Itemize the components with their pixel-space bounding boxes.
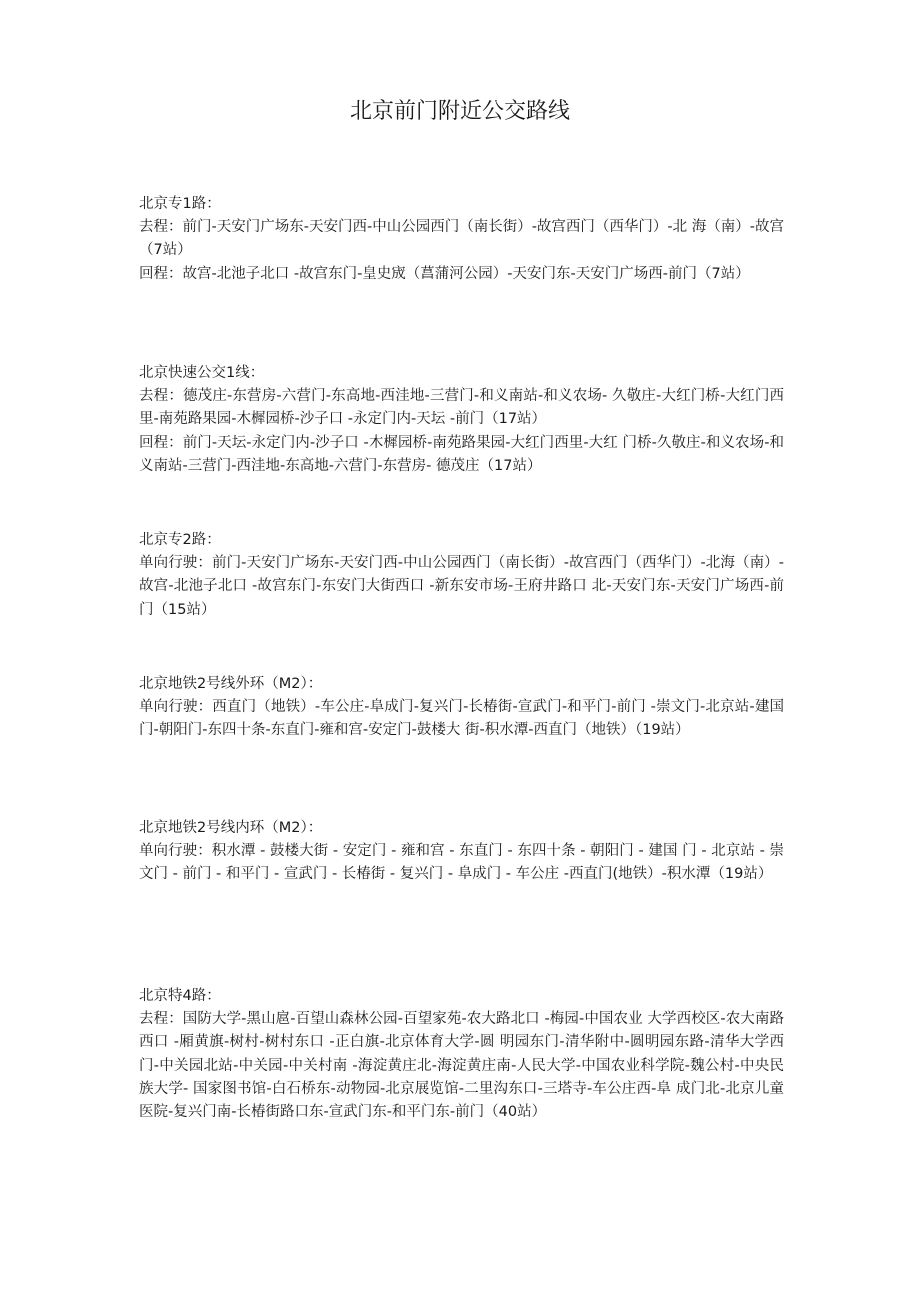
route-name: 北京地铁2号线外环（M2）： (139, 676, 323, 692)
route-outbound: 去程：德茂庄-东营房-六营门-东高地-西洼地-三营门-和义南站-和义农场- 久敬庄-大红门桥-大红门西里-南苑路果园-木樨园桥-沙子口 -永定门内-天坛 -前门（17站） (139, 388, 784, 428)
route-one-way: 单向行驶：积水潭 - 鼓楼大街 - 安定门 - 雍和宫 - 东直门 - 东四十条 - 朝阳门 - 建国 门 - 北京站 - 崇文门 - 前门 - 和平门 - 宣武门 - 长椿街 - 复兴门 - 阜成门 - 车公庄 -西直门(地铁）-积水潭（19站） (139, 843, 784, 883)
route-one-way: 单向行驶：西直门（地铁）-车公庄-阜成门-复兴门-长椿街-宣武门-和平门-前门 -崇文门-北京站-建国门-朝阳门-东四十条-东直门-雍和宫-安定门-鼓楼大 街-积水潭-西直门（地铁）（19站） (139, 699, 784, 739)
route-name: 北京快速公交1线： (139, 365, 265, 381)
route-section-subway-2-inner (139, 817, 784, 887)
route-outbound: 去程：国防大学-黑山扈-百望山森林公园-百望家苑-农大路北口 -梅园-中国农业 大学西校区-农大南路西口 -厢黄旗-树村-树村东口 -正白旗-北京体育大学-圆 明园东门-清华附中-圆明园东路-清华大学西门-中关园北站-中关园-中关村南 -海淀黄庄北-海淀黄庄南-人民大学-中国农业科学院-魏公村-中央民族大学- 国家图书馆-白石桥东-动物园-北京展览馆-二里沟东口-三塔寺-车公庄西-阜 成门北-北京儿童医院-复兴门南-长椿街路口东-宣武门东-和平门东-前门（40站） (139, 1011, 784, 1121)
route-section-subway-2-outer (139, 673, 784, 743)
route-section-special-4 (139, 985, 784, 1124)
route-section-special-1 (139, 193, 784, 286)
route-one-way: 单向行驶：前门-天安门广场东-天安门西-中山公园西门（南长街）-故宫西门（西华门）-北海（南）-故宫-北池子北口 -故宫东门-东安门大街西口 -新东安市场-王府井路口 北-天安门东-天安门广场西-前门（15站） (139, 555, 784, 618)
route-section-brt-1 (139, 362, 784, 478)
route-outbound: 去程：前门-天安门广场东-天安门西-中山公园西门（南长街）-故宫西门（西华门）-北 海（南）-故宫（7站） (139, 219, 784, 259)
document-title: 北京前门附近公交路线 (349, 99, 570, 124)
route-return: 回程：故宫-北池子北口 -故宫东门-皇史宬（菖蒲河公园）-天安门东-天安门广场西-前门（7站） (139, 265, 750, 282)
route-name: 北京专1路： (139, 196, 221, 212)
route-name: 北京特4路： (139, 988, 221, 1004)
route-return: 回程：前门-天坛-永定门内-沙子口 -木樨园桥-南苑路果园-大红门西里-大红 门桥-久敬庄-和义农场-和义南站-三营门-西洼地-东高地-六营门-东营房- 德茂庄（17站） (139, 434, 784, 474)
route-section-special-2 (139, 529, 784, 622)
route-name: 北京专2路： (139, 532, 221, 548)
route-name: 北京地铁2号线内环（M2）： (139, 820, 323, 836)
